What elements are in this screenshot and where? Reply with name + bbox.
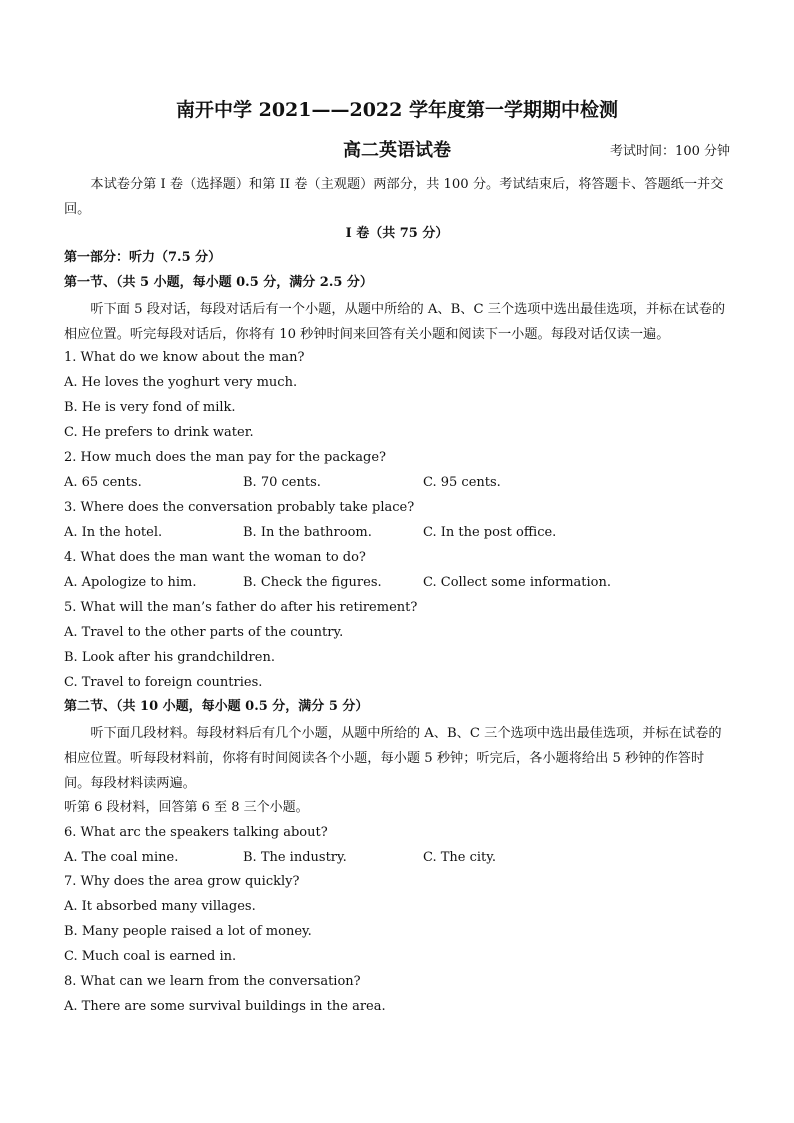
- q4-option-b: B. Check the figures.: [243, 575, 382, 590]
- q3-option-c: C. In the post office.: [423, 525, 557, 540]
- q4-option-c: C. Collect some information.: [423, 575, 611, 590]
- section2-instructions: 听下面几段材料。每段材料后有几个小题，从题中所给的 A、B、C 三个选项中选出最佳选项，并标在试卷的相应位置。听每段材料前，你将有时间阅读各个小题，每小题 5 秒钟；听完后，各小题将给出 5 秒钟的作答时间。每段材料读两遍。: [64, 726, 722, 791]
- passage-6-intro: 听第 6 段材料，回答第 6 至 8 三个小题。: [64, 800, 309, 815]
- question-2: 2. How much does the man pay for the package?: [64, 450, 387, 465]
- section2-title: 第二节、（共 10 小题，每小题 0.5 分，满分 5 分）: [64, 699, 369, 714]
- q7-option-c: C. Much coal is earned in.: [64, 949, 237, 964]
- q1-option-b: B. He is very fond of milk.: [64, 400, 236, 415]
- q4-option-a: A. Apologize to him.: [64, 575, 197, 590]
- question-6: 6. What arc the speakers talking about?: [64, 825, 328, 840]
- q5-option-a: A. Travel to the other parts of the country.: [64, 625, 344, 640]
- part1-title: 第一部分：听力（7.5 分）: [64, 250, 222, 265]
- question-1: 1. What do we know about the man?: [64, 350, 305, 365]
- question-7: 7. Why does the area grow quickly?: [64, 874, 300, 889]
- q7-option-b: B. Many people raised a lot of money.: [64, 924, 312, 939]
- q1-option-c: C. He prefers to drink water.: [64, 425, 254, 440]
- q3-option-b: B. In the bathroom.: [243, 525, 372, 540]
- q5-option-b: B. Look after his grandchildren.: [64, 650, 275, 665]
- q7-option-a: A. It absorbed many villages.: [64, 899, 256, 914]
- question-4: 4. What does the man want the woman to do?: [64, 550, 366, 565]
- q1-option-a: A. He loves the yoghurt very much.: [64, 375, 298, 390]
- q8-option-a: A. There are some survival buildings in the area.: [64, 999, 386, 1014]
- q5-option-c: C. Travel to foreign countries.: [64, 675, 263, 690]
- question-8: 8. What can we learn from the conversation?: [64, 974, 361, 989]
- exam-subtitle: 高二英语试卷: [343, 140, 451, 161]
- exam-time: 考试时间：100 分钟: [610, 144, 730, 159]
- q6-option-b: B. The industry.: [243, 850, 347, 865]
- exam-title: 南开中学 2021——2022 学年度第一学期期中检测: [176, 99, 618, 121]
- q6-option-c: C. The city.: [423, 850, 497, 865]
- q2-option-b: B. 70 cents.: [243, 475, 321, 490]
- q6-option-a: A. The coal mine.: [64, 850, 179, 865]
- q3-option-a: A. In the hotel.: [64, 525, 163, 540]
- q2-option-c: C. 95 cents.: [423, 475, 501, 490]
- volume-title: I 卷（共 75 分）: [345, 226, 449, 241]
- question-5: 5. What will the man’s father do after his retirement?: [64, 600, 418, 615]
- question-3: 3. Where does the conversation probably take place?: [64, 500, 415, 515]
- intro-paragraph: 本试卷分第 I 卷（选择题）和第 II 卷（主观题）两部分，共 100 分。考试结束后，将答题卡、答题纸一并交回。: [64, 177, 724, 217]
- q2-option-a: A. 65 cents.: [64, 475, 142, 490]
- section1-instructions: 听下面 5 段对话，每段对话后有一个小题，从题中所给的 A、B、C 三个选项中选出最佳选项，并标在试卷的相应位置。听完每段对话后，你将有 10 秒钟时间来回答有关小题和阅读下一小题。每段对话仅读一遍。: [64, 302, 726, 342]
- section1-title: 第一节、（共 5 小题，每小题 0.5 分，满分 2.5 分）: [64, 275, 373, 290]
